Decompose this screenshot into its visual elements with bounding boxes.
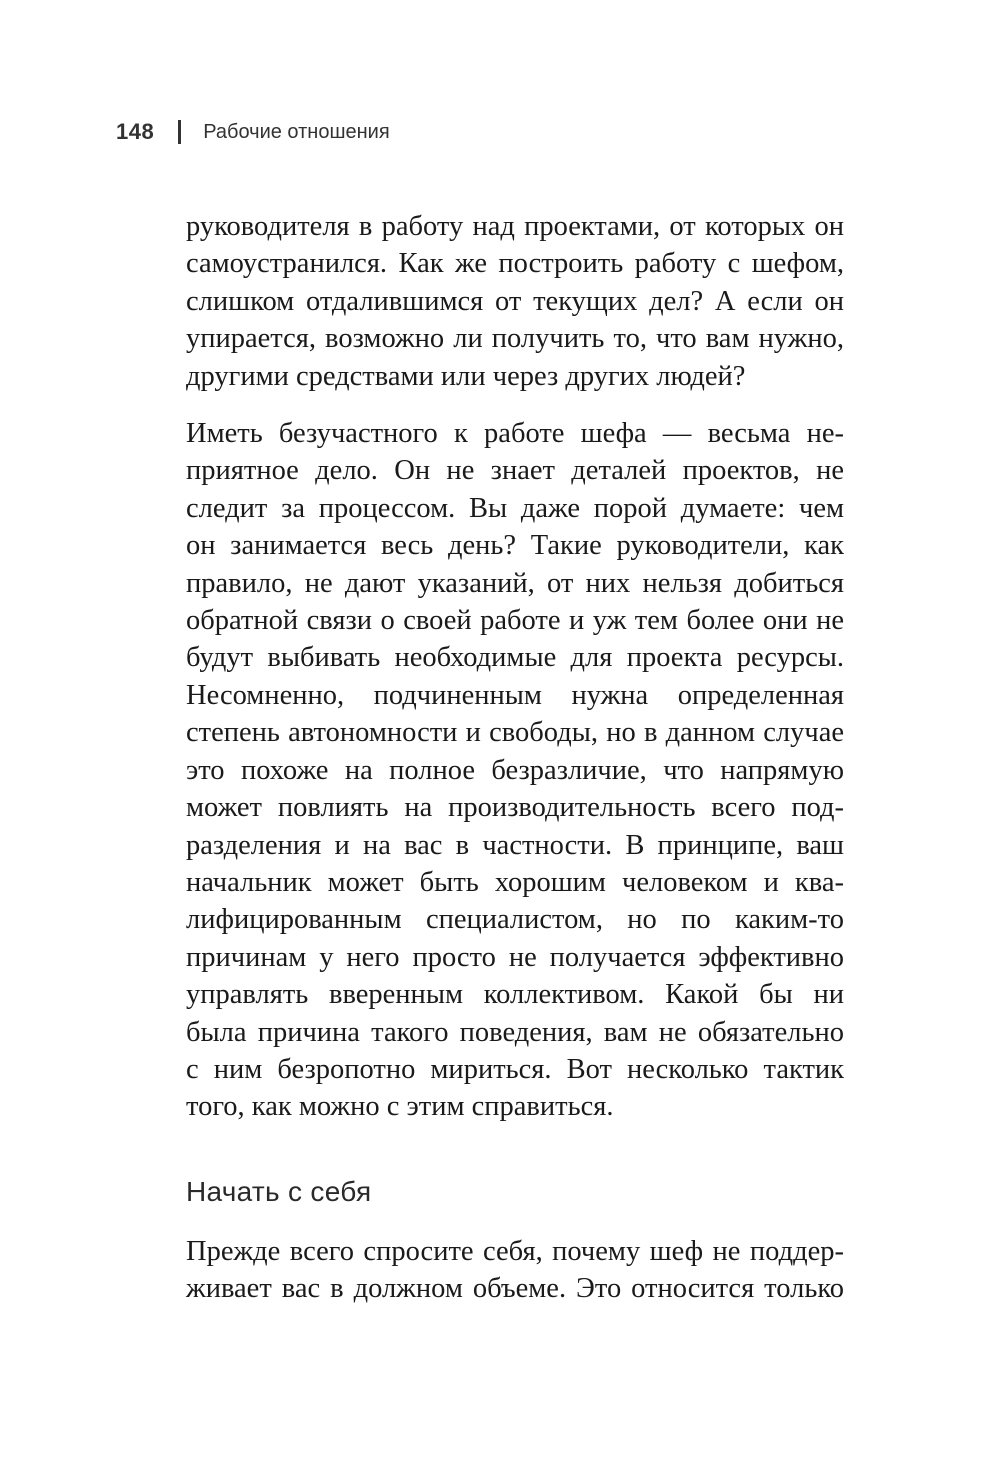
text-line: правило, не дают указаний, от них нельзя добиться — [186, 567, 844, 599]
text-line: лифицированным специалистом, но по каким-то — [186, 904, 844, 936]
text-line: он занимается весь день? Такие руководители, как — [186, 530, 844, 562]
text-line: слишком отдалившимся от текущих дел? А если он — [186, 285, 844, 317]
paragraph-1 — [186, 208, 844, 395]
text-line: живает вас в должном объеме. Это относится только — [186, 1273, 844, 1305]
text-line: степень автономности и свободы, но в данном случае — [186, 717, 844, 749]
text-line: начальник может быть хорошим человеком и ква- — [186, 866, 844, 898]
text-line: Несомненно, подчиненным нужна определенная — [186, 679, 844, 711]
text-line: это похоже на полное безразличие, что напрямую — [186, 754, 844, 786]
text-line: управлять вверенным коллективом. Какой бы ни — [186, 979, 844, 1011]
text-line: с ним безропотно мириться. Вот несколько тактик — [186, 1053, 844, 1085]
text-line: приятное дело. Он не знает деталей проектов, не — [186, 455, 844, 487]
page-number: 148 — [116, 119, 155, 144]
section-heading: Начать с себя — [186, 1176, 372, 1207]
text-line: разделения и на вас в частности. В принципе, ваш — [186, 829, 844, 861]
paragraph-3 — [186, 1233, 844, 1308]
text-line: самоустранился. Как же построить работу с шефом, — [186, 248, 844, 280]
text-line: другими средствами или через других людей? — [186, 360, 746, 392]
text-line: того, как можно с этим справиться. — [186, 1091, 614, 1123]
text-line: руководителя в работу над проектами, от которых он — [186, 211, 844, 242]
text-line: будут выбивать необходимые для проекта ресурсы. — [186, 642, 844, 674]
chapter-title: Рабочие отношения — [203, 120, 390, 143]
text-line: обратной связи о своей работе и уж тем более они не — [186, 605, 844, 637]
body-text — [186, 208, 844, 1126]
text-line: упирается, возможно ли получить то, что вам нужно, — [186, 323, 844, 355]
header-divider — [178, 120, 181, 144]
text-line: следит за процессом. Вы даже порой думаете: чем — [186, 492, 844, 524]
paragraph-2 — [186, 415, 844, 1126]
text-line: Иметь безучастного к работе шефа — весьма не- — [186, 418, 844, 450]
text-line: причинам у него просто не получается эффективно — [186, 941, 844, 973]
text-line: Прежде всего спросите себя, почему шеф не поддер- — [186, 1236, 844, 1267]
text-line: была причина такого поведения, вам не обязательно — [186, 1016, 844, 1048]
text-line: может повлиять на производительность всего под- — [186, 792, 844, 824]
running-head — [116, 116, 390, 148]
